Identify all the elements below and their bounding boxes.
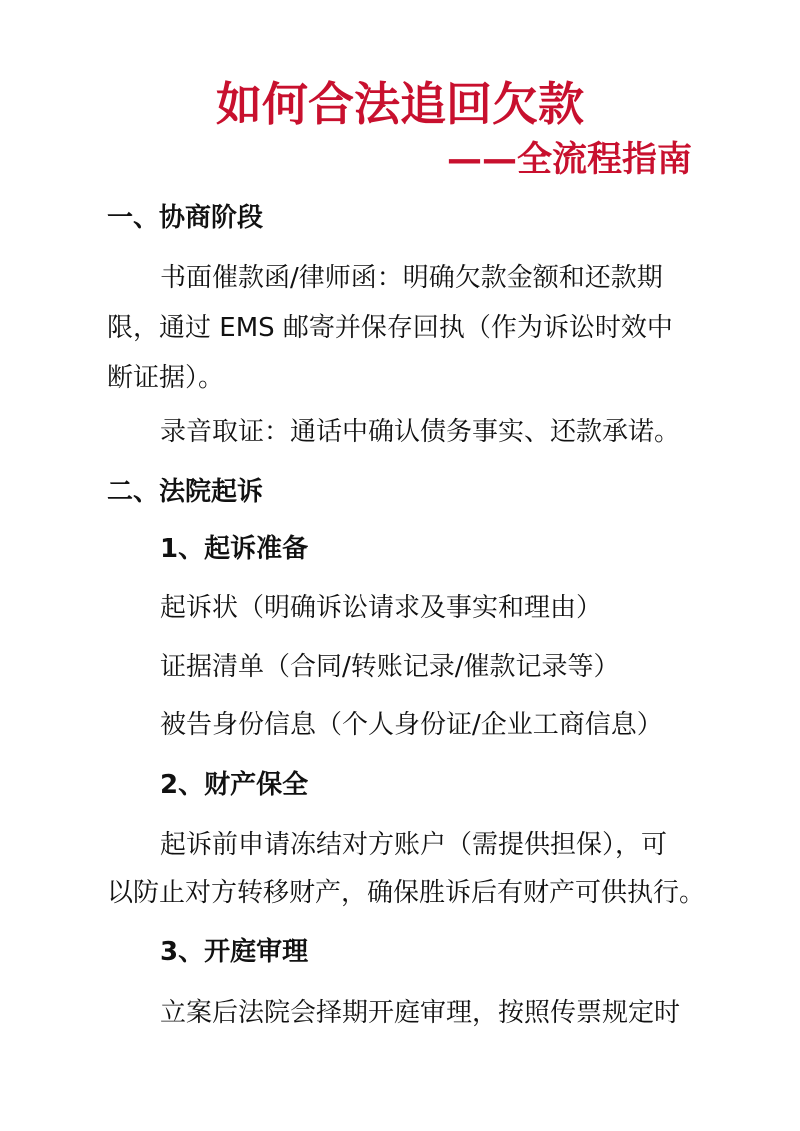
subheading-preservation: 2、财产保全 xyxy=(160,770,309,800)
list-item: 被告身份信息（个人身份证/企业工商信息） xyxy=(160,710,663,740)
list-item: 起诉状（明确诉讼请求及事实和理由） xyxy=(160,593,603,623)
section-heading-lawsuit: 二、法院起诉 xyxy=(107,477,264,507)
paragraph-line: 断证据）。 xyxy=(107,363,225,393)
document-title: 如何合法追回欠款 xyxy=(216,77,584,131)
paragraph-line: 立案后法院会择期开庭审理，按照传票规定时 xyxy=(160,998,681,1028)
document-subtitle: ——全流程指南 xyxy=(446,140,692,180)
paragraph-recording: 录音取证：通话中确认债务事实、还款承诺。 xyxy=(160,417,681,447)
list-item: 证据清单（合同/转账记录/催款记录等） xyxy=(160,652,620,682)
paragraph-line: 限，通过 EMS 邮寄并保存回执（作为诉讼时效中 xyxy=(107,313,673,343)
subheading-trial: 3、开庭审理 xyxy=(160,937,309,967)
paragraph-line: 书面催款函/律师函：明确欠款金额和还款期 xyxy=(160,263,663,293)
paragraph-line: 以防止对方转移财产，确保胜诉后有财产可供执行。 xyxy=(107,878,706,908)
section-heading-negotiation: 一、协商阶段 xyxy=(107,203,264,233)
paragraph-line: 起诉前申请冻结对方账户（需提供担保），可 xyxy=(160,830,668,860)
subheading-preparation: 1、起诉准备 xyxy=(160,534,309,564)
